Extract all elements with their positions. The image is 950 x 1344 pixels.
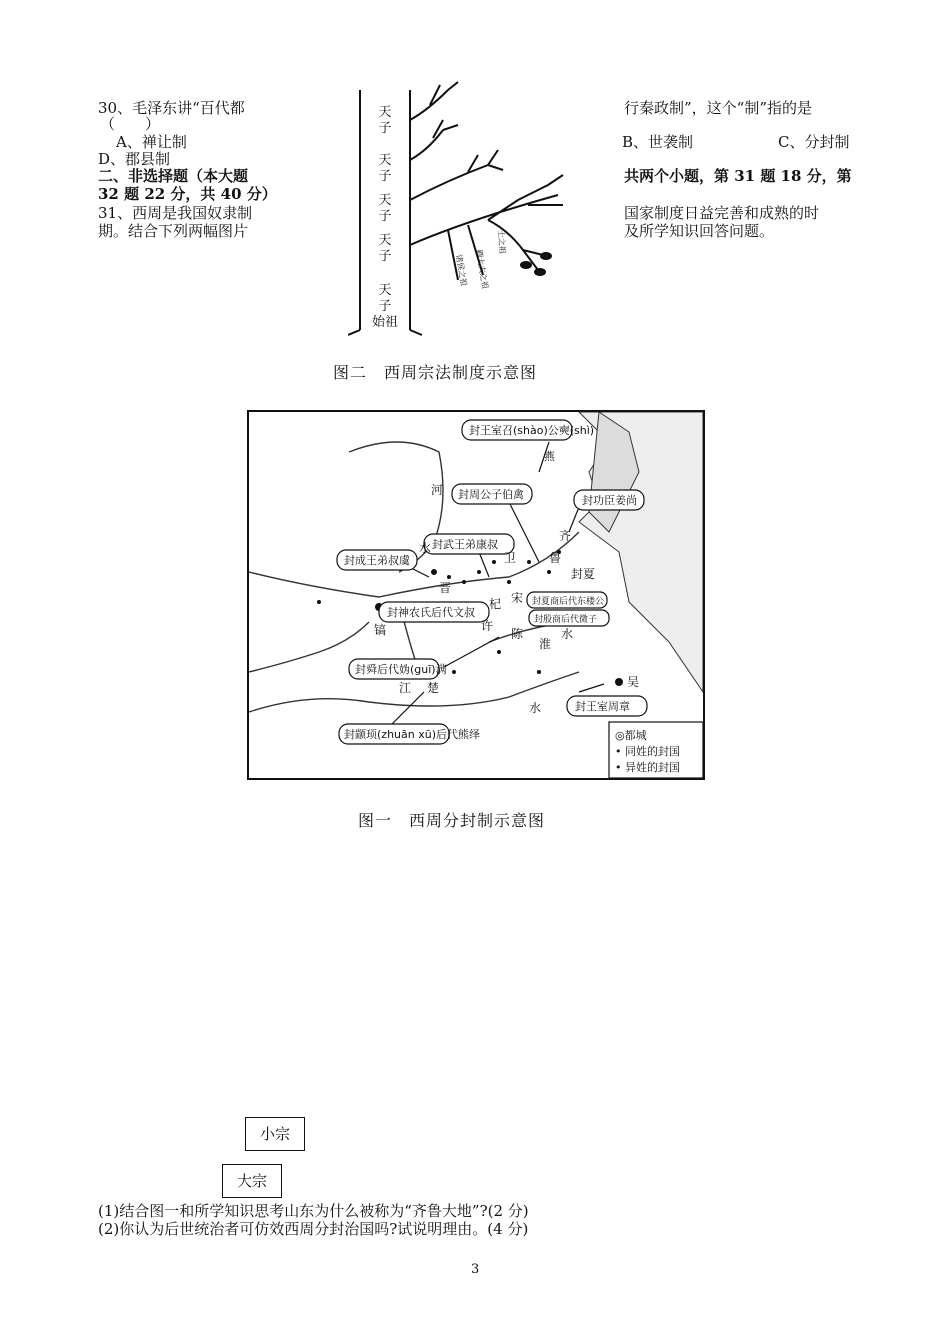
legend-diff-surname: • 异姓的封国 bbox=[615, 761, 680, 774]
map-label-qi3-fief: 封舜后代妫(guī)满 bbox=[355, 663, 447, 676]
map-label-wu-fief: 封王室周章 bbox=[575, 700, 630, 713]
trunk-label-11: 始祖 bbox=[371, 315, 399, 330]
map-label-chu-fief: 封颛顼(zhuān xū)后代熊绎 bbox=[344, 728, 480, 741]
map-label-shui-1: 水 bbox=[419, 541, 432, 555]
map-label-fengyi: 封夏 bbox=[571, 567, 596, 581]
q30-option-b: B、世袭制 bbox=[622, 133, 694, 151]
trunk-label-2: 子 bbox=[378, 121, 392, 136]
section2-title-left-1: 二、非选择题（本大题 bbox=[98, 167, 249, 185]
branch-label-qingdafu: 卿大夫之祖 bbox=[474, 248, 490, 290]
figure-enfeoffment-map bbox=[247, 410, 705, 780]
map-label-lu-state: 鲁 bbox=[549, 551, 562, 565]
map-label-song-fief: 封夏商后代东楼公 bbox=[532, 597, 605, 607]
map-label-yan: 燕 bbox=[544, 450, 555, 463]
map-label-qi-state: 齐 bbox=[559, 529, 572, 543]
map-label-wey-fief: 封武王弟康叔 bbox=[432, 538, 498, 551]
q30-stem-right: 行秦政制”，这个“制”指的是 bbox=[624, 99, 813, 117]
trunk-label-7: 天 bbox=[378, 233, 392, 248]
section2-title-right-1: 共两个小题，第 31 题 18 分，第 bbox=[624, 167, 852, 185]
map-label-shui-3: 水 bbox=[529, 701, 542, 715]
legend-capital: ◎都城 bbox=[615, 729, 647, 742]
trunk-label-8: 子 bbox=[378, 249, 392, 264]
figure-clan-system-tree bbox=[348, 80, 578, 336]
trunk-label-10: 子 bbox=[378, 299, 392, 314]
page-number: 3 bbox=[471, 1262, 480, 1277]
q30-paren: （ ） bbox=[100, 115, 161, 133]
label-box-dazong: 大宗 bbox=[222, 1164, 282, 1198]
map-label-xu: 许 bbox=[481, 619, 494, 633]
map-label-qi2-fief: 封神农氏后代文叔 bbox=[387, 606, 475, 619]
map-label-chen-fief: 封殷商后代微子 bbox=[534, 615, 598, 625]
map-label-he: 河 bbox=[431, 483, 444, 497]
map-label-jin-fief: 封成王弟叔虞 bbox=[344, 554, 410, 567]
map-label-huai: 淮 bbox=[539, 637, 552, 651]
map-label-hao: 镐 bbox=[374, 623, 387, 637]
q31-line1-right: 国家制度日益完善和成熟的时 bbox=[624, 204, 820, 222]
q30-option-a: A、禅让制 bbox=[116, 133, 187, 151]
q30-option-d: D、郡县制 bbox=[98, 150, 171, 168]
map-label-jin: 晋 bbox=[439, 581, 452, 595]
q30-stem-left: 30、毛泽东讲“百代都 bbox=[98, 99, 245, 117]
subquestion-1: (1)结合图一和所学知识思考山东为什么被称为“齐鲁大地”?(2 分) bbox=[98, 1202, 529, 1220]
figure1-caption: 图一 西周分封制示意图 bbox=[358, 811, 546, 830]
branch-label-zhuhou: 诸侯之祖 bbox=[454, 253, 469, 287]
map-label-yan-fief: 封王室召(shào)公奭(shì) bbox=[469, 424, 595, 437]
subquestion-2: (2)你认为后世统治者可仿效西周分封治国吗?试说明理由。(4 分) bbox=[98, 1220, 529, 1238]
map-label-wu: 吴 bbox=[627, 675, 640, 689]
map-label-qi-small: 杞 bbox=[489, 597, 502, 611]
trunk-label-9: 天 bbox=[378, 283, 392, 298]
q30-option-c: C、分封制 bbox=[778, 133, 850, 151]
map-label-lu-fief: 封周公子伯禽 bbox=[458, 488, 524, 501]
map-label-qi-fief: 封功臣姜尚 bbox=[582, 494, 637, 507]
trunk-label-5: 天 bbox=[378, 193, 392, 208]
trunk-label-1: 天 bbox=[378, 105, 392, 120]
branch-label-shi: 士之祖 bbox=[496, 229, 508, 255]
trunk-label-4: 子 bbox=[378, 169, 392, 184]
trunk-label-3: 天 bbox=[378, 153, 392, 168]
map-label-chen: 陈 bbox=[511, 627, 524, 641]
map-label-song: 宋 bbox=[511, 591, 524, 605]
q31-line2-right: 及所学知识回答问题。 bbox=[624, 222, 775, 240]
q31-line1-left: 31、西周是我国奴隶制 bbox=[98, 204, 253, 222]
map-label-chu: 楚 bbox=[427, 681, 440, 695]
section2-title-left-2: 32 题 22 分，共 40 分） bbox=[98, 185, 277, 203]
map-label-wei: 卫 bbox=[504, 551, 517, 565]
map-label-jiang: 江 bbox=[399, 681, 412, 695]
figure2-caption: 图二 西周宗法制度示意图 bbox=[333, 363, 538, 382]
q31-line2-left: 期。结合下列两幅图片 bbox=[98, 222, 249, 240]
map-label-shui-2: 水 bbox=[561, 627, 574, 641]
label-box-xiaozong: 小宗 bbox=[245, 1117, 305, 1151]
legend-same-surname: • 同姓的封国 bbox=[615, 745, 680, 758]
trunk-label-6: 子 bbox=[378, 209, 392, 224]
